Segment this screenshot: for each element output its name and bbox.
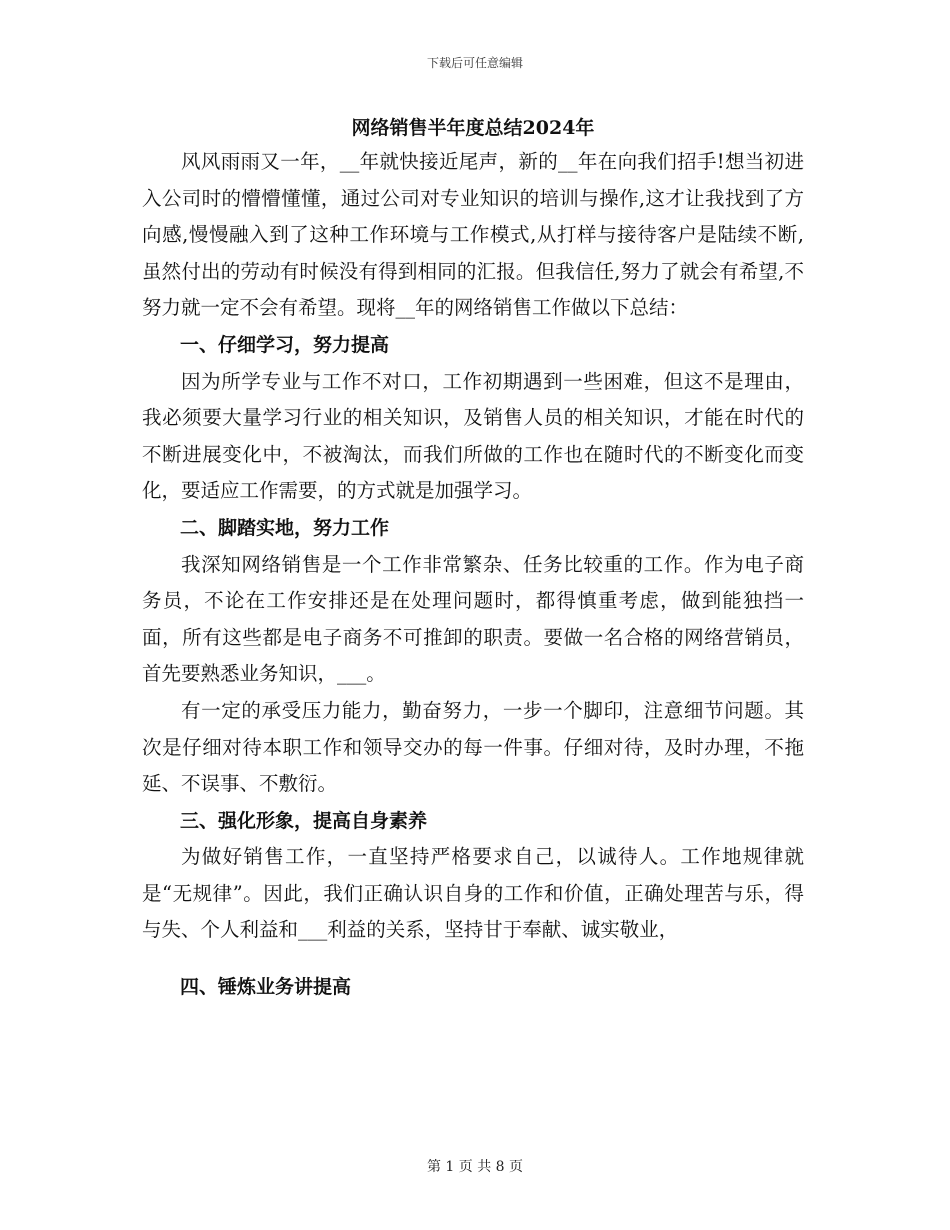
paragraph-section-1: 因为所学专业与工作不对口，工作初期遇到一些困难，但这不是理由，我必须要大量学习行业的相关知识，及销售人员的相关知识，才能在时代的不断进展变化中，不被淘汰，而我们所做的工作也在随时代的不断变化而变化，要适应工作需要，的方式就是加强学习。	[142, 369, 804, 503]
section-heading-4: 四、锤炼业务讲提高	[180, 976, 352, 999]
section-heading-3: 三、强化形象，提高自身素养	[180, 809, 428, 832]
paragraph-section-2b: 有一定的承受压力能力，勤奋努力，一步一个脚印，注意细节问题。其次是仔细对待本职工作和领导交办的每一件事。仔细对待，及时办理，不拖延、不误事、不敷衍。	[142, 698, 804, 796]
section-heading-2: 二、脚踏实地，努力工作	[180, 516, 390, 539]
paragraph-section-2a: 我深知网络销售是一个工作非常繁杂、任务比较重的工作。作为电子商务员，不论在工作安排还是在处理问题时，都得慎重考虑，做到能独挡一面，所有这些都是电子商务不可推卸的职责。要做一名合格的网络营销员，首先要熟悉业务知识，___。	[142, 552, 804, 686]
paragraph-intro: 风风雨雨又一年，__年就快接近尾声，新的__年在向我们招手!想当初进入公司时的懵懵懂懂，通过公司对专业知识的培训与操作,这才让我找到了方向感,慢慢融入到了这种工作环境与工作模式,从打样与接待客户是陆续不断,虽然付出的劳动有时候没有得到相同的汇报。但我信任,努力了就会有希望,不努力就一定不会有希望。现将__年的网络销售工作做以下总结：	[142, 150, 804, 320]
header-note: 下载后可任意编辑	[426, 56, 523, 70]
page-footer: 第 1 页 共 8 页	[426, 1159, 524, 1175]
paragraph-section-3: 为做好销售工作，一直坚持严格要求自己，以诚待人。工作地规律就是“无规律”。因此，我们正确认识自身的工作和价值，正确处理苦与乐，得与失、个人利益和___利益的关系，坚持甘于奉献、诚实敬业，	[142, 845, 804, 942]
section-heading-1: 一、仔细学习，努力提高	[180, 333, 390, 356]
document-title: 网络销售半年度总结2024年	[351, 117, 595, 139]
document-body	[142, 112, 804, 1006]
